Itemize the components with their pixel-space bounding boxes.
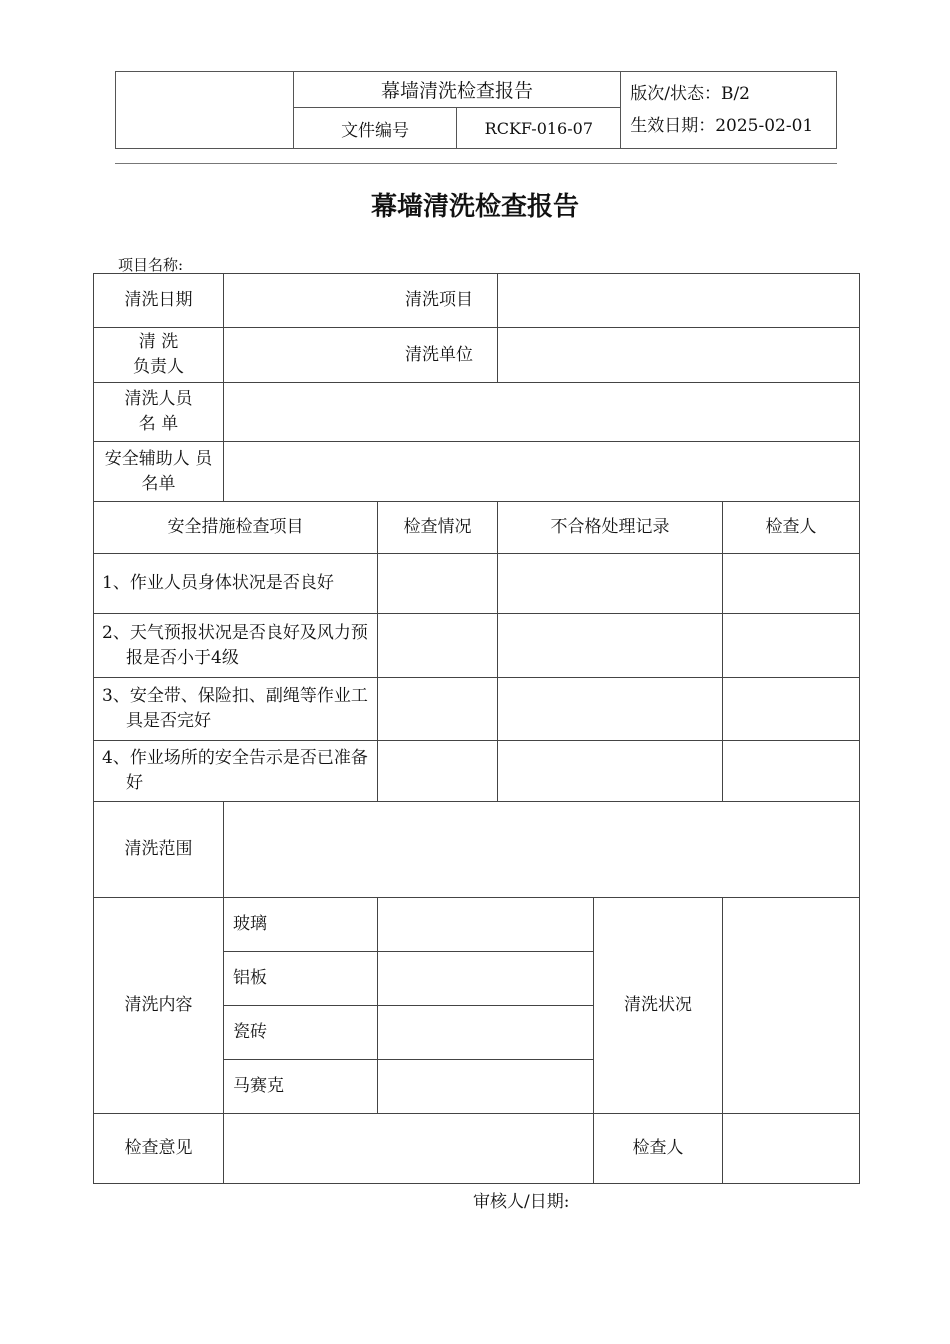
- inspector-field[interactable]: [723, 1114, 860, 1184]
- clean-status-label: 清洗状况: [594, 898, 723, 1114]
- check-status-1[interactable]: [378, 554, 498, 614]
- document-header: [115, 71, 837, 149]
- leader-label-line2: 负责人: [133, 357, 184, 377]
- header-divider: [115, 163, 837, 164]
- clean-item-label: 清洗项目: [224, 274, 498, 328]
- clean-item-field[interactable]: [498, 274, 860, 328]
- header-doc-title: 幕墙清洗检查报告: [293, 72, 621, 108]
- safety-aux-label-line2: 名单: [141, 473, 176, 494]
- material-glass-field[interactable]: [378, 898, 594, 952]
- material-tile: 瓷砖: [224, 1006, 378, 1060]
- logo-cell: [116, 72, 294, 149]
- clean-unit-field[interactable]: [498, 328, 860, 383]
- version-status: 版次/状态：B/2: [630, 84, 750, 104]
- staff-label-line1: 清洗人员: [124, 389, 193, 409]
- header-meta: [621, 72, 837, 149]
- inspection-table: [93, 273, 860, 1184]
- check-inspector-3[interactable]: [723, 678, 860, 741]
- staff-field[interactable]: [224, 383, 860, 442]
- inspector-label: 检查人: [594, 1114, 723, 1184]
- check-header-record: 不合格处理记录: [498, 502, 723, 554]
- opinion-label: 检查意见: [94, 1114, 224, 1184]
- check-header-status: 检查情况: [378, 502, 498, 554]
- check-record-2[interactable]: [498, 614, 723, 678]
- staff-label: [94, 383, 224, 442]
- file-no-value: RCKF-016-07: [457, 108, 621, 149]
- material-aluminum-field[interactable]: [378, 952, 594, 1006]
- check-status-2[interactable]: [378, 614, 498, 678]
- leader-label: [94, 328, 224, 383]
- check-header-inspector: 检查人: [723, 502, 860, 554]
- check-item-4: 4、作业场所的安全告示是否已准备好: [94, 741, 378, 802]
- reviewer-date-label: 审核人/日期:: [473, 1192, 570, 1212]
- check-item-3: 3、安全带、保险扣、副绳等作业工具是否完好: [94, 678, 378, 741]
- check-inspector-1[interactable]: [723, 554, 860, 614]
- clean-status-field[interactable]: [723, 898, 860, 1114]
- check-inspector-2[interactable]: [723, 614, 860, 678]
- check-status-3[interactable]: [378, 678, 498, 741]
- check-record-1[interactable]: [498, 554, 723, 614]
- safety-aux-label: [94, 442, 224, 502]
- staff-label-line2: 名 单: [138, 414, 179, 434]
- opinion-field[interactable]: [224, 1114, 594, 1184]
- file-no-label: 文件编号: [293, 108, 457, 149]
- material-mosaic-field[interactable]: [378, 1060, 594, 1114]
- page-title: 幕墙清洗检查报告: [370, 192, 579, 222]
- clean-content-label: 清洗内容: [94, 898, 224, 1114]
- clean-scope-label: 清洗范围: [94, 802, 224, 898]
- check-record-3[interactable]: [498, 678, 723, 741]
- clean-scope-field[interactable]: [224, 802, 860, 898]
- project-name-label: 项目名称:: [118, 256, 184, 274]
- safety-aux-field[interactable]: [224, 442, 860, 502]
- check-record-4[interactable]: [498, 741, 723, 802]
- clean-date-label: 清洗日期: [94, 274, 224, 328]
- leader-label-line1: 清 洗: [138, 332, 179, 352]
- check-status-4[interactable]: [378, 741, 498, 802]
- material-glass: 玻璃: [224, 898, 378, 952]
- effective-date: 生效日期：2025-02-01: [630, 116, 814, 136]
- check-header-item: 安全措施检查项目: [94, 502, 378, 554]
- safety-aux-label-line1: 安全辅助人 员: [104, 448, 213, 469]
- check-item-1: 1、作业人员身体状况是否良好: [94, 554, 378, 614]
- check-item-2: 2、天气预报状况是否良好及风力预报是否小于4级: [94, 614, 378, 678]
- material-aluminum: 铝板: [224, 952, 378, 1006]
- material-mosaic: 马赛克: [224, 1060, 378, 1114]
- check-inspector-4[interactable]: [723, 741, 860, 802]
- clean-unit-label: 清洗单位: [224, 328, 498, 383]
- material-tile-field[interactable]: [378, 1006, 594, 1060]
